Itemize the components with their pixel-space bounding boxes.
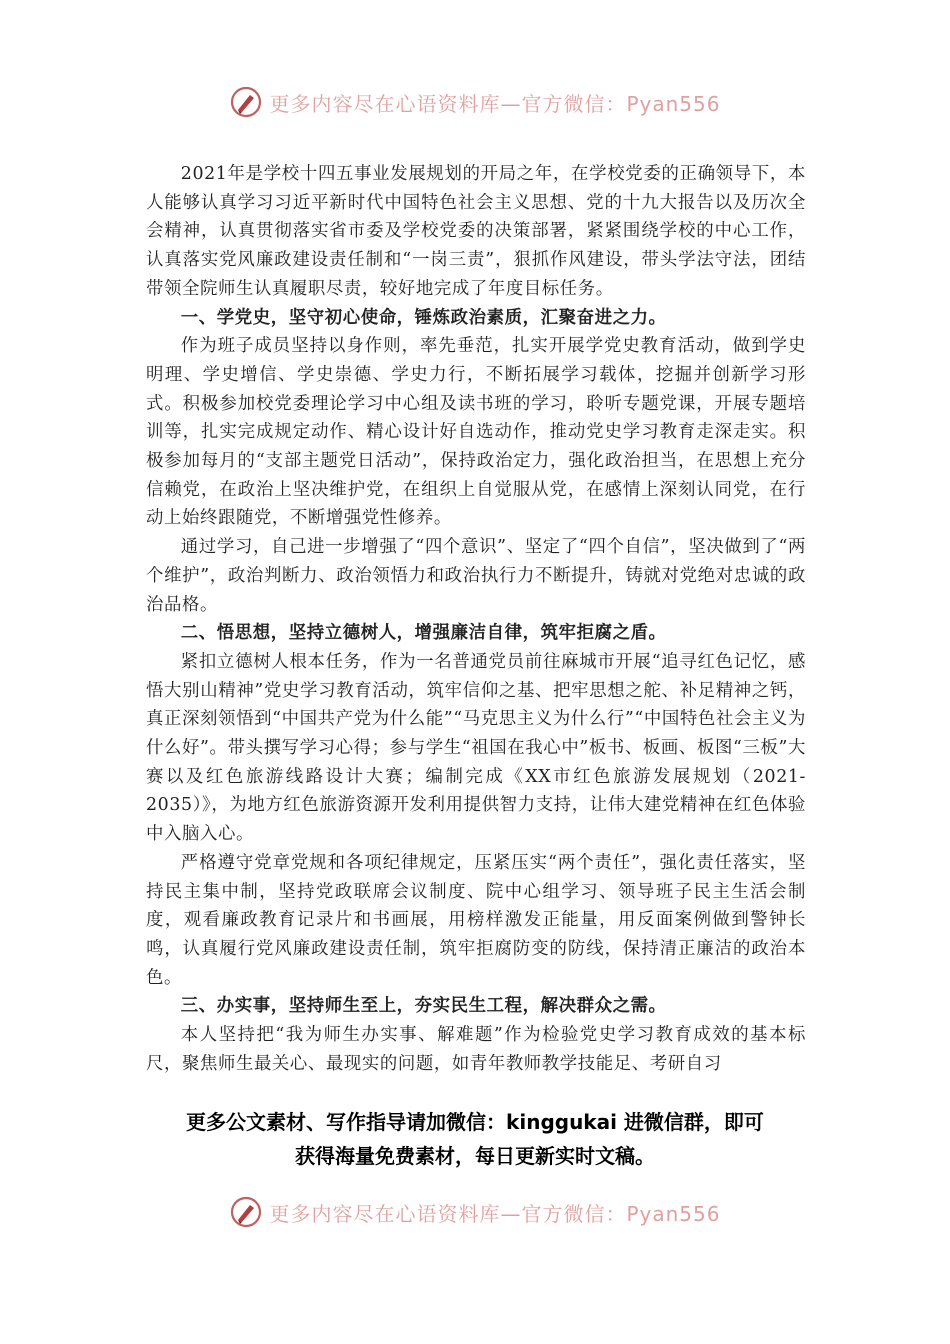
body-paragraph: 通过学习，自己进一步增强了“四个意识”、坚定了“四个自信”，坚决做到了“两个维护”，政治判断力、政治领悟力和政治执行力不断提升，铸就对党绝对忠诚的政治品格。 — [146, 537, 806, 615]
document-body — [146, 160, 806, 1079]
pen-nib-icon — [229, 85, 263, 119]
section-heading: 二、悟思想，坚持立德树人，增强廉洁自律，筑牢拒腐之盾。 — [180, 623, 667, 644]
pen-nib-icon — [229, 1195, 263, 1229]
section-heading: 一、学党史，坚守初心使命，锤炼政治素质，汇聚奋进之力。 — [180, 307, 667, 328]
watermark-footer — [0, 1192, 950, 1232]
watermark-header — [0, 82, 950, 122]
body-paragraph: 紧扣立德树人根本任务，作为一名普通党员前往麻城市开展“追寻红色记忆，感悟大别山精神”党史学习教育活动，筑牢信仰之基、把牢思想之舵、补足精神之钙，真正深刻领悟到“中国共产党为什么能”“马克思主义为什么行”“中国特色社会主义为什么好”。带头撰写学习心得；参与学生“祖国在我心中”板书、板画、板图“三板”大赛以及红色旅游线路设计大赛；编制完成《XX市红色旅游发展规划（2021-2035）》，为地方红色旅游资源开发利用提供智力支持，让伟大建党精神在红色体验中入脑入心。 — [146, 651, 806, 845]
section-heading: 三、办实事，坚持师生至上，夯实民生工程，解决群众之需。 — [180, 996, 667, 1017]
promo-line-1: 更多公文素材、写作指导请加微信：kinggukai 进微信群，即可 — [186, 1110, 764, 1134]
watermark-text: 更多内容尽在心语资料库—官方微信：Pyan556 — [269, 1201, 721, 1226]
body-paragraph: 本人坚持把“我为师生办实事、解难题”作为检验党史学习教育成效的基本标尺，聚焦师生最关心、最现实的问题，如青年教师教学技能足、考研自习 — [146, 1025, 806, 1074]
body-paragraph: 2021年是学校十四五事业发展规划的开局之年，在学校党委的正确领导下，本人能够认真学习习近平新时代中国特色社会主义思想、党的十九大报告以及历次全会精神，认真贯彻落实省市委及学校党委的决策部署，紧紧围绕学校的中心工作，认真落实党风廉政建设责任制和“一岗三责”，狠抓作风建设，带头学法守法，团结带领全院师生认真履职尽责，较好地完成了年度目标任务。 — [146, 164, 806, 299]
body-paragraph: 作为班子成员坚持以身作则，率先垂范，扎实开展学党史教育活动，做到学史明理、学史增信、学史崇德、学史力行，不断拓展学习载体，挖掘并创新学习形式。积极参加校党委理论学习中心组及读书班的学习，聆听专题党课，开展专题培训等，扎实完成规定动作、精心设计好自选动作，推动党史学习教育走深走实。积极参加每月的“支部主题党日活动”，保持政治定力，强化政治担当，在思想上充分信赖党，在政治上坚决维护党，在组织上自觉服从党，在感情上深刻认同党，在行动上始终跟随党，不断增强党性修养。 — [146, 336, 806, 529]
watermark-text: 更多内容尽在心语资料库—官方微信：Pyan556 — [269, 91, 721, 116]
promo-banner — [100, 1105, 850, 1173]
promo-line-2: 获得海量免费素材，每日更新实时文稿。 — [295, 1144, 655, 1168]
body-paragraph: 严格遵守党章党规和各项纪律规定，压紧压实“两个责任”，强化责任落实，坚持民主集中制，坚持党政联席会议制度、院中心组学习、领导班子民主生活会制度，观看廉政教育记录片和书画展，用榜样激发正能量，用反面案例做到警钟长鸣，认真履行党风廉政建设责任制，筑牢拒腐防变的防线，保持清正廉洁的政治本色。 — [146, 852, 806, 988]
